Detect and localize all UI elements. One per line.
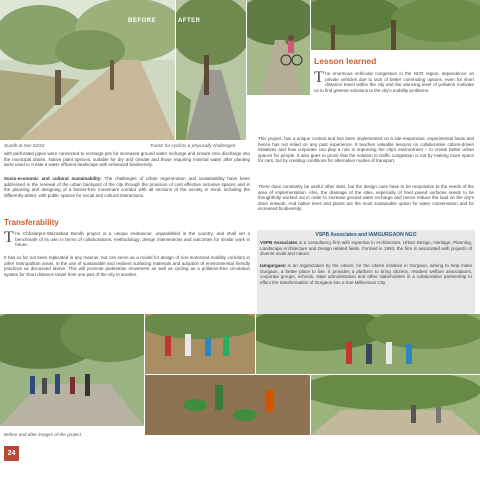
bottom-photo-group — [256, 314, 480, 374]
trees-photo — [311, 0, 480, 50]
lesson-text: he enormous vehicular congestion in the NCR region, dependence on private vehicles due to lack of better commuting options, even for short distance travel within the city and the alarming level of pollution motivate us to find greener solutions to the city's mobility problems. — [314, 71, 474, 93]
socio-text: The challenges of urban regeneration and sustainability have been addressed in the renewal of the urban backyard of the city through the provision of cost effective inclusive spaces and in the planning and designing of a barrier-free movement corridor with all sections of the society in mind, including the differently-abled, with public spaces for social and cultural interactions. — [4, 176, 250, 198]
lesson-dropcap: T — [314, 69, 324, 86]
bottom-photo-walkers — [0, 314, 144, 426]
box-title: VSPB Associates and IAMGURGAON NGO — [315, 232, 417, 238]
bottom-photo-planting-2 — [145, 375, 310, 435]
box-p2-bold: Iamgurgaon — [260, 263, 286, 268]
bottom-photo-planting-1 — [145, 314, 255, 374]
lesson-paragraph — [314, 71, 474, 93]
page-number-badge — [4, 446, 19, 461]
left-paragraph-1: with perforated pipes were connected to recharge pits for increased ground water recharge and ensure zero discharge into the municipal drains. Native plant species, suitable for dry arid climate and those requiring minimal water after planting were used to create a water efficient landscape with enhanced biodiversity. — [4, 151, 250, 167]
box-p1-bold: VSPB Associates — [260, 240, 298, 245]
left-paragraph-3: It has so far not been replicated in any manner, but can serve as a model for design of non-motorized mobility corridors in other metropolitan areas, in the use of sustainable and resilient surfacing materials and adoption of environmental friendly practices as discussed above. This will promote pedestrian movement as well as cycling as a pollution-free circulation system for short distance travel from one part of the city to another. — [4, 255, 250, 277]
transfer-dropcap: T — [4, 229, 14, 246]
caption-before: Sundh at Sec 52/53 — [4, 143, 45, 148]
vspb-info-box — [257, 230, 475, 316]
box-p1-text: is a consultancy firm with expertise in Architecture, Urban Design, Heritage, Planning, Landscape Architecture and Design related fields. Formed in 1993, the firm is associated with projects of diverse scale and nature. — [260, 240, 472, 256]
transfer-paragraph — [4, 231, 250, 248]
transfer-text: he Chhalarpur-Wazirabad Bundh project is a unique endeavour, unparalleled in the country, and shall set a benchmark of its own in terms of collaborations, methodology, design interventions and outcomes for similar work in future. — [15, 231, 250, 247]
socio-paragraph — [4, 176, 250, 198]
box-p2-text: is an organization by the citizen, for the citizen initiative in Gurgaon, aiming to help make Gurgaon, a better place to live. It provides a platform to bring citizens, resident welfare associations, corporate groups, schools, state administration and other stakeholders in a collaborative partnership to effect the transformation of Gurgaon into a true Millennium City. — [260, 263, 472, 285]
caption-tracks: Tracks for cyclists & physically challenged — [150, 143, 236, 148]
caption-bottom: Before and after images of the project — [4, 432, 81, 437]
lesson-paragraph-2: This project, has a unique context and has been implemented on a site-responsive, experimental basis and hence has not relied on any past experience. It teaches valuable lessons on collaborative citizen-driven initiatives and how corporate can play a role in improving the city's environment – to create better urban spaces for people. It also goes to prove that the solution to traffic congestion is not by making more space for cars, but by creating conditions for alternative modes of transport. — [258, 136, 474, 163]
lesson-heading: Lesson learned — [314, 56, 377, 66]
box-paragraph-1 — [260, 240, 472, 257]
after-label: AFTER — [178, 18, 201, 24]
page-number: 24 — [7, 450, 16, 457]
lesson-paragraph-3: There does constantly be useful other sites, but the design cues have to be responsive to the needs of the area of implementation. Also, the drainage of the sites, especially of hard paved surfaces needs to be thoughtfully worked out in order to increase ground water recharge and hence reduce the load on the city's drain network. And native trees and plants are the most sustainable option for water conservation and for increased biodiversity. — [258, 184, 474, 211]
transferability-heading: Transferability — [4, 218, 59, 227]
cyclist-photo — [247, 0, 310, 95]
bottom-photo-park — [311, 375, 480, 435]
before-label: BEFORE — [128, 18, 157, 24]
socio-label: Socio-economic and cultural sustainability: — [4, 176, 102, 181]
box-paragraph-2 — [260, 263, 472, 285]
